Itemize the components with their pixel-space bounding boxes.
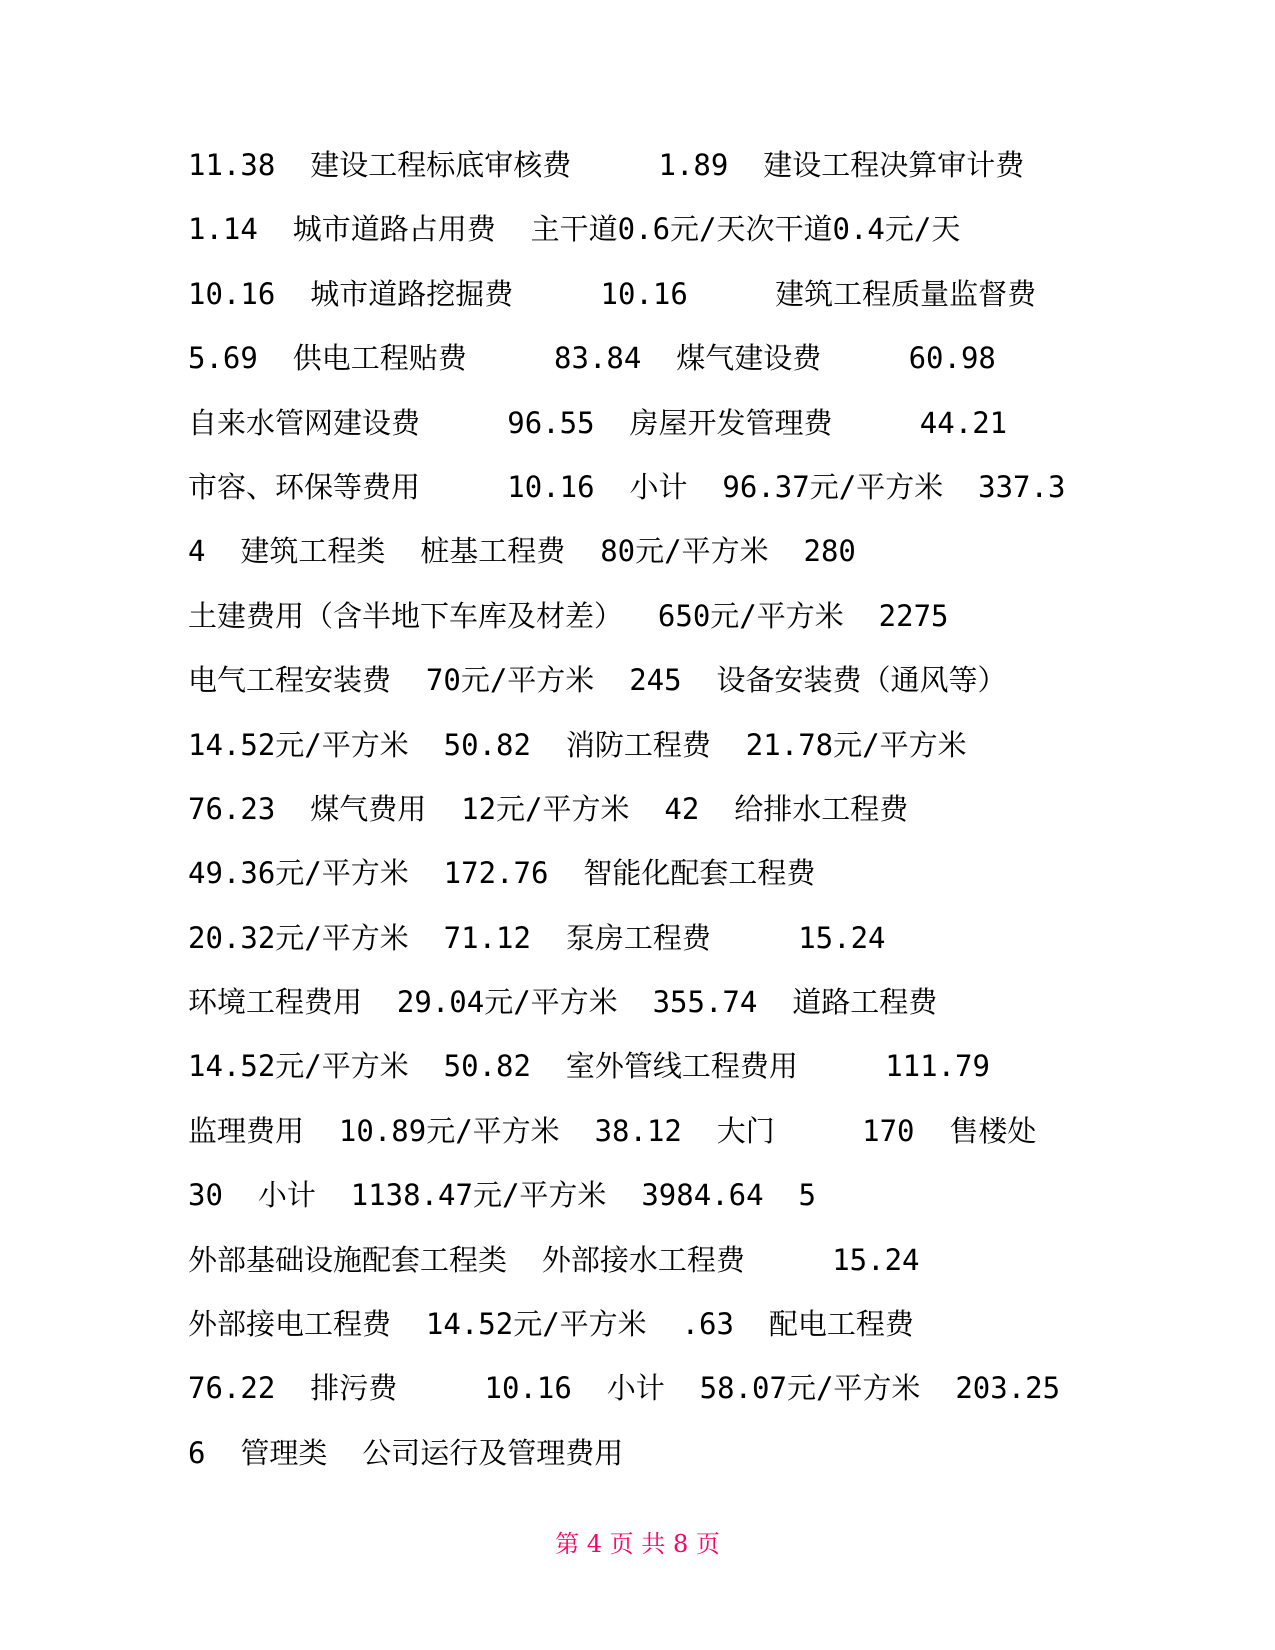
text-line: 1.14 城市道路占用费 主干道0.6元/天次干道0.4元/天 (188, 212, 961, 247)
text-line: 20.32元/平方米 71.12 泵房工程费 15.24 (188, 920, 886, 955)
text-line: 76.22 排污费 10.16 小计 58.07元/平方米 203.25 (188, 1371, 1061, 1406)
text-line: 49.36元/平方米 172.76 智能化配套工程费 (188, 856, 816, 891)
body-text (188, 144, 1088, 1496)
text-line: 环境工程费用 29.04元/平方米 355.74 道路工程费 (188, 985, 938, 1020)
text-line: 自来水管网建设费 96.55 房屋开发管理费 44.21 (188, 405, 1008, 440)
text-line: 30 小计 1138.47元/平方米 3984.64 5 (188, 1178, 816, 1213)
text-line: 4 建筑工程类 桩基工程费 80元/平方米 280 (188, 534, 856, 569)
text-line: 10.16 城市道路挖掘费 10.16 建筑工程质量监督费 (188, 276, 1037, 311)
text-line: 11.38 建设工程标底审核费 1.89 建设工程决算审计费 (188, 148, 1025, 182)
text-line: 监理费用 10.89元/平方米 38.12 大门 170 售楼处 (188, 1113, 1037, 1148)
text-line: 6 管理类 公司运行及管理费用 (188, 1435, 624, 1470)
text-line: 电气工程安装费 70元/平方米 245 设备安装费（通风等） (188, 663, 1007, 698)
text-line: 76.23 煤气费用 12元/平方米 42 给排水工程费 (188, 791, 909, 826)
page-number-footer: 第 4 页 共 8 页 (555, 1530, 720, 1558)
text-line: 外部基础设施配套工程类 外部接水工程费 15.24 (188, 1242, 920, 1277)
text-line: 土建费用（含半地下车库及材差） 650元/平方米 2275 (188, 598, 949, 633)
text-line: 市容、环保等费用 10.16 小计 96.37元/平方米 337.3 (188, 469, 1066, 504)
text-line: 14.52元/平方米 50.82 室外管线工程费用 111.79 (188, 1049, 990, 1084)
text-line: 5.69 供电工程贴费 83.84 煤气建设费 60.98 (188, 341, 996, 376)
text-line: 14.52元/平方米 50.82 消防工程费 21.78元/平方米 (188, 727, 967, 762)
text-line: 外部接电工程费 14.52元/平方米 .63 配电工程费 (188, 1307, 914, 1342)
